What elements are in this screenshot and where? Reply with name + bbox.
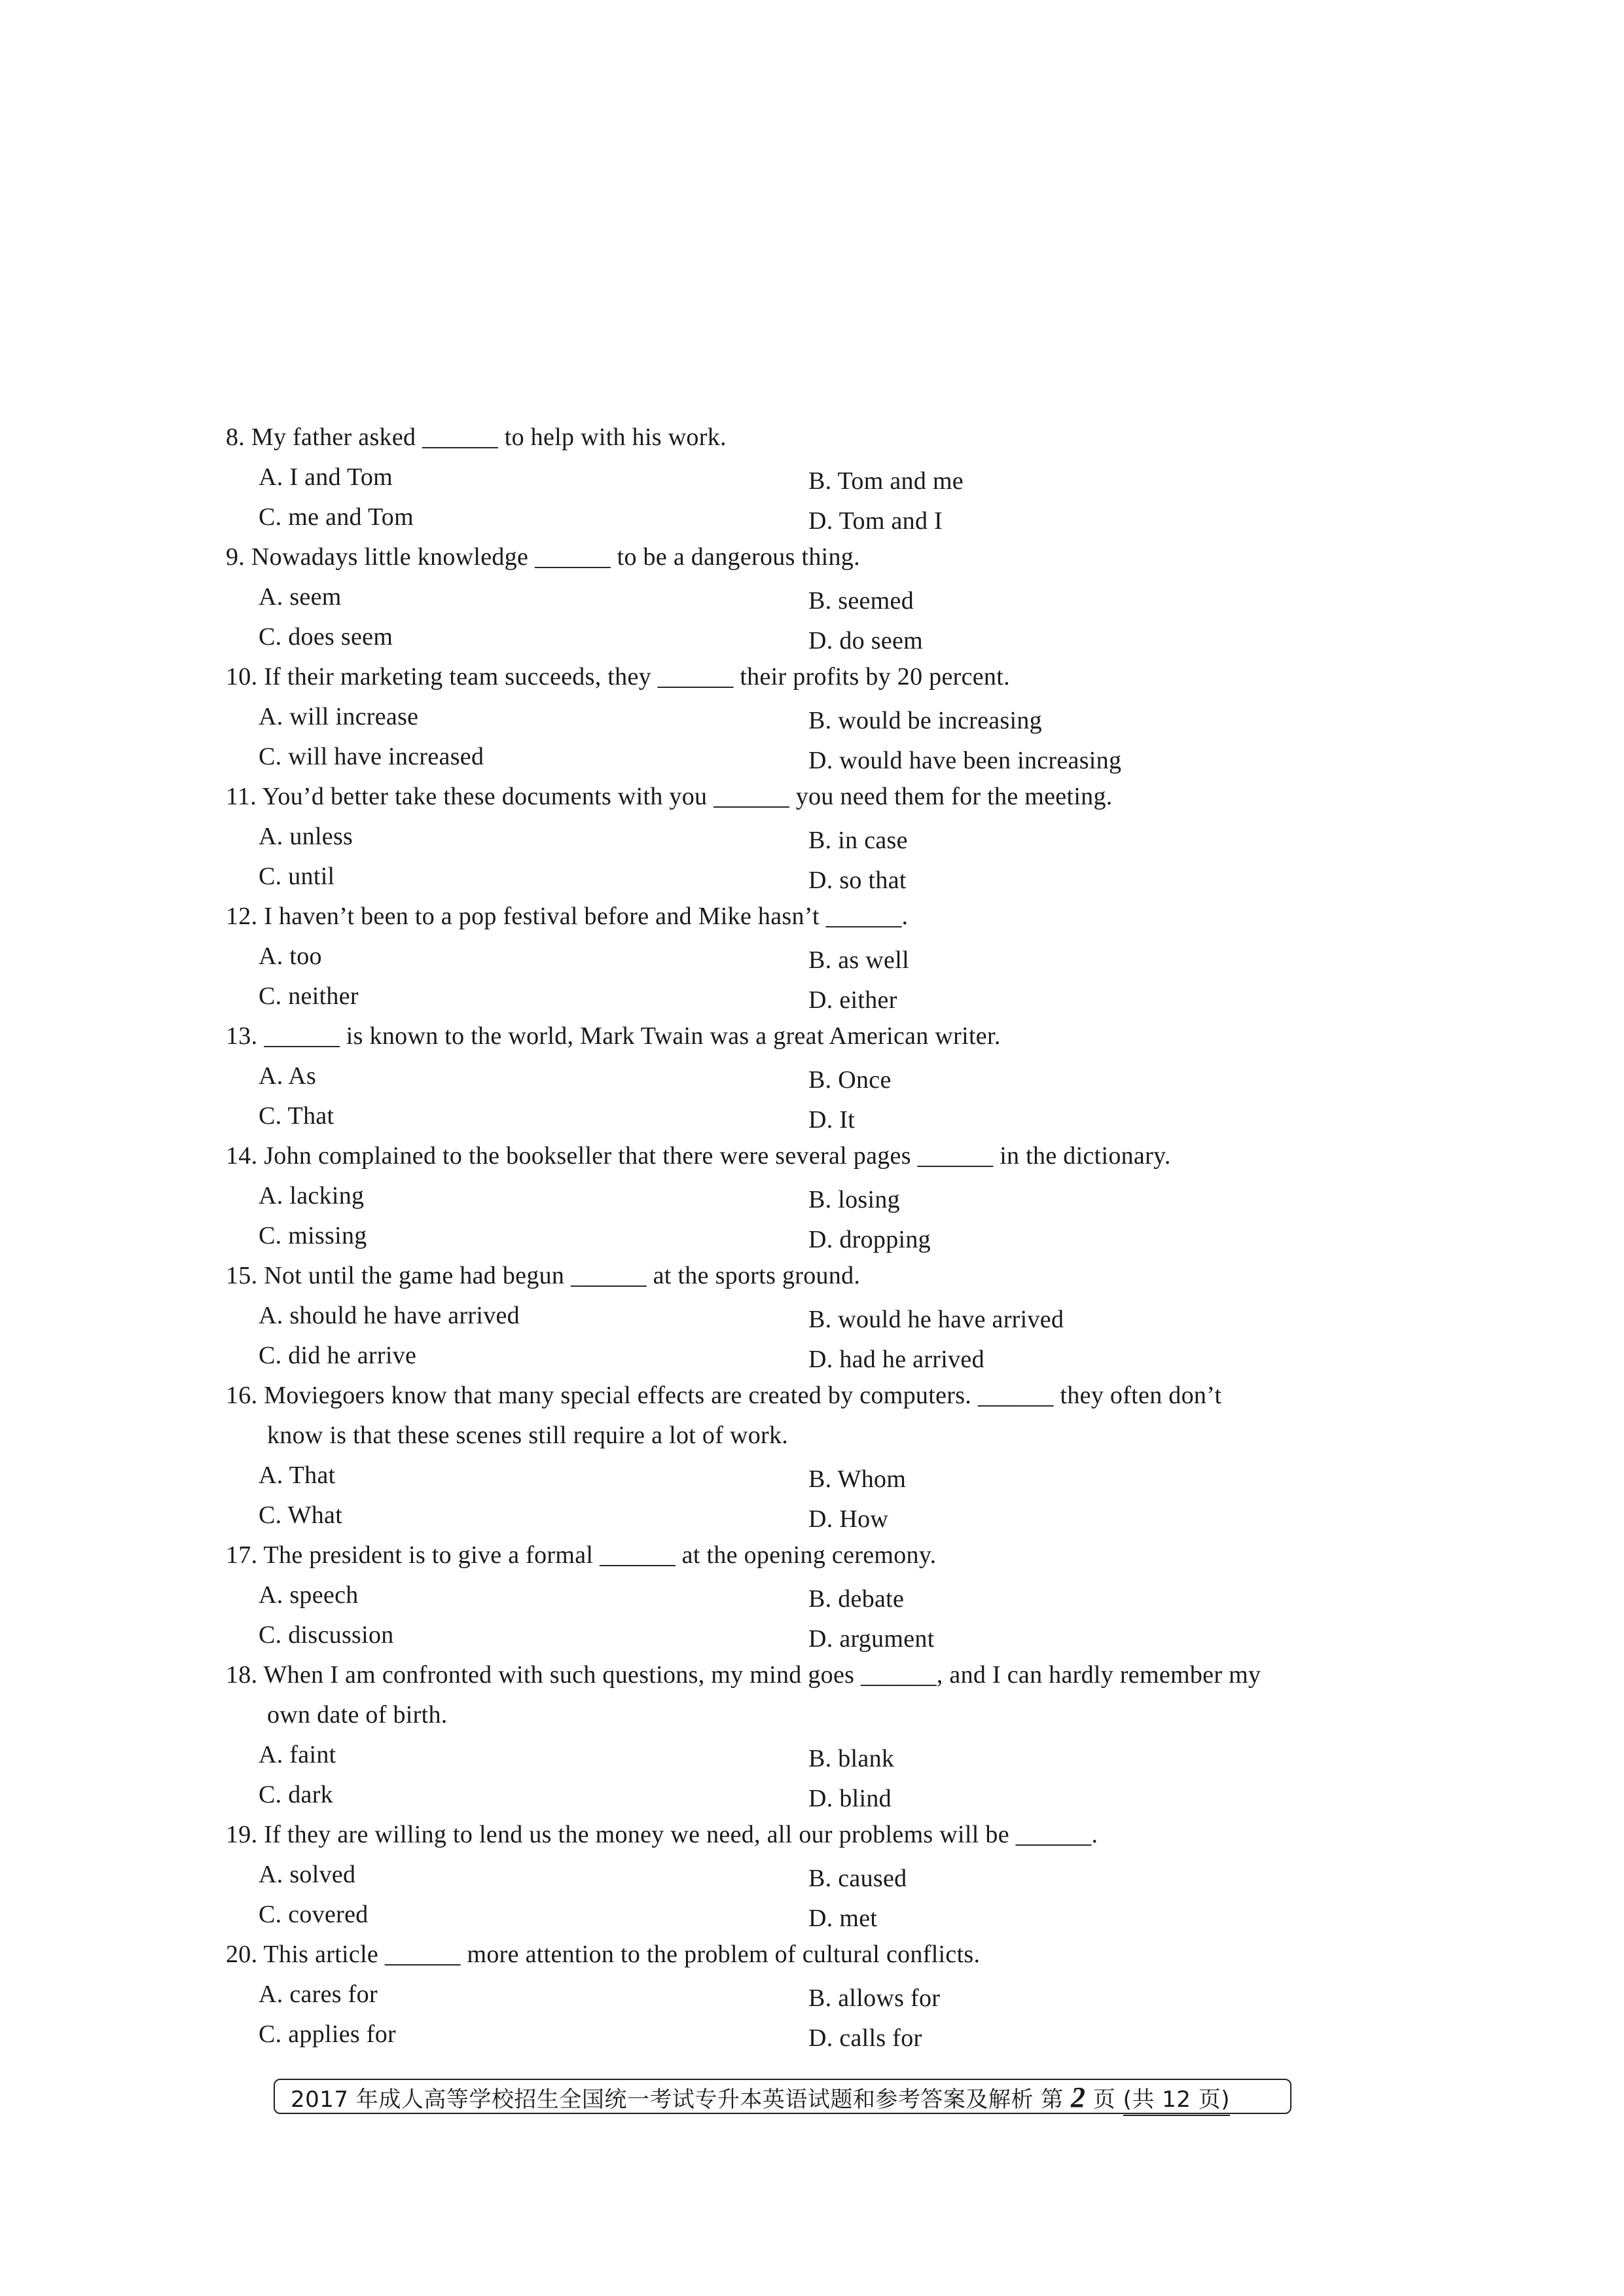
question-stem-text: 13. ______ is known to the world, Mark Twain was a great American writer. — [226, 1022, 1001, 1050]
question-stem — [226, 1376, 1352, 1456]
question-stem — [226, 418, 1352, 457]
answer-options — [226, 577, 1352, 657]
answer-option: C. will have increased — [259, 743, 484, 770]
question-stem — [226, 1016, 1352, 1056]
answer-option: B. allows for — [808, 1984, 941, 2012]
answer-option: A. faint — [259, 1741, 336, 1768]
question-item — [226, 537, 1352, 657]
answer-option: D. It — [808, 1106, 856, 1134]
answer-option: A. too — [259, 942, 322, 970]
question-stem-continuation: own date of birth. — [267, 1701, 448, 1729]
footer-total-pages: (共 12 页) — [1123, 2085, 1230, 2116]
question-stem — [226, 897, 1352, 937]
answer-option: A. As — [259, 1062, 317, 1090]
answer-option: D. How — [808, 1505, 889, 1533]
question-item — [226, 1256, 1352, 1376]
question-stem — [226, 1535, 1352, 1575]
question-item — [226, 1016, 1352, 1136]
footer-page-number: 2 — [1070, 2081, 1086, 2113]
answer-option: D. would have been increasing — [808, 747, 1122, 774]
answer-option: D. either — [808, 986, 897, 1014]
question-stem-text: 12. I haven’t been to a pop festival before and Mike hasn’t ______. — [226, 903, 909, 930]
answer-option: B. as well — [808, 946, 909, 974]
question-stem-text: 8. My father asked ______ to help with his work. — [226, 423, 727, 451]
answer-option: D. met — [808, 1905, 878, 1932]
answer-option: A. cares for — [259, 1981, 378, 2008]
question-stem-text: 16. Moviegoers know that many special effects are created by computers. ______ they often don’t — [226, 1382, 1222, 1409]
answer-option: A. should he have arrived — [259, 1302, 520, 1329]
answer-option: C. What — [259, 1501, 343, 1529]
answer-options — [226, 1975, 1352, 2054]
answer-option: D. so that — [808, 867, 907, 894]
answer-option: D. argument — [808, 1625, 935, 1653]
answer-options — [226, 1296, 1352, 1376]
answer-option: D. had he arrived — [808, 1346, 984, 1373]
answer-option: D. blind — [808, 1785, 892, 1812]
question-stem-text: 11. You’d better take these documents with you ______ you need them for the meeting. — [226, 783, 1113, 810]
question-stem — [226, 1935, 1352, 1975]
question-stem — [226, 777, 1352, 817]
question-list — [226, 418, 1352, 2054]
answer-option: B. caused — [808, 1865, 907, 1892]
question-stem-text: 19. If they are willing to lend us the money we need, all our problems will be ______. — [226, 1821, 1098, 1848]
answer-option: C. missing — [259, 1222, 367, 1249]
answer-option: B. would be increasing — [808, 707, 1042, 734]
question-stem-text: 17. The president is to give a formal ______ at the opening ceremony. — [226, 1541, 937, 1569]
question-stem-text: 14. John complained to the bookseller that there were several pages ______ in the dictionary. — [226, 1142, 1171, 1170]
question-stem — [226, 1256, 1352, 1296]
answer-option: C. discussion — [259, 1621, 394, 1649]
answer-option: A. I and Tom — [259, 463, 393, 491]
question-item — [226, 1535, 1352, 1655]
answer-option: A. speech — [259, 1581, 359, 1609]
footer-page-suffix: 页 — [1092, 2087, 1116, 2113]
answer-option: A. lacking — [259, 1182, 365, 1210]
answer-options — [226, 457, 1352, 537]
answer-option: A. That — [259, 1462, 336, 1489]
answer-option: B. Tom and me — [808, 467, 964, 495]
answer-option: C. applies for — [259, 2020, 396, 2048]
answer-options — [226, 1855, 1352, 1935]
answer-option: B. blank — [808, 1745, 895, 1772]
answer-option: D. dropping — [808, 1226, 931, 1253]
answer-options — [226, 1456, 1352, 1535]
answer-option: B. seemed — [808, 587, 914, 615]
question-stem — [226, 1655, 1352, 1735]
page-footer — [274, 2079, 1291, 2114]
question-stem-text: 10. If their marketing team succeeds, they ______ their profits by 20 percent. — [226, 663, 1010, 691]
answer-option: B. Whom — [808, 1465, 907, 1493]
answer-option: B. debate — [808, 1585, 905, 1613]
answer-option: C. That — [259, 1102, 334, 1130]
answer-option: D. do seem — [808, 627, 924, 655]
question-stem — [226, 537, 1352, 577]
question-stem — [226, 657, 1352, 697]
answer-option: A. solved — [259, 1861, 356, 1888]
answer-options — [226, 1176, 1352, 1256]
answer-options — [226, 697, 1352, 777]
question-item — [226, 1655, 1352, 1815]
question-item — [226, 1376, 1352, 1535]
answer-option: C. me and Tom — [259, 503, 414, 531]
answer-option: D. Tom and I — [808, 507, 943, 535]
answer-option: B. Once — [808, 1066, 892, 1094]
answer-option: C. neither — [259, 982, 359, 1010]
question-stem-text: 9. Nowadays little knowledge ______ to be a dangerous thing. — [226, 543, 860, 571]
question-stem-text: 18. When I am confronted with such questions, my mind goes ______, and I can hardly remember my — [226, 1661, 1261, 1689]
question-item — [226, 1136, 1352, 1256]
question-stem-text: 15. Not until the game had begun ______ at the sports ground. — [226, 1262, 861, 1289]
answer-option: B. losing — [808, 1186, 900, 1213]
answer-option: A. will increase — [259, 703, 419, 730]
answer-option: B. would he have arrived — [808, 1306, 1064, 1333]
question-item — [226, 1815, 1352, 1935]
answer-options — [226, 1056, 1352, 1136]
question-item — [226, 1935, 1352, 2054]
question-stem-continuation: know is that these scenes still require a lot of work. — [267, 1422, 789, 1449]
answer-option: C. did he arrive — [259, 1342, 417, 1369]
question-stem-text: 20. This article ______ more attention to the problem of cultural conflicts. — [226, 1941, 981, 1968]
answer-option: A. seem — [259, 583, 342, 611]
answer-option: A. unless — [259, 823, 353, 850]
answer-option: C. dark — [259, 1781, 333, 1808]
question-item — [226, 657, 1352, 777]
answer-option: D. calls for — [808, 2024, 922, 2052]
question-stem — [226, 1136, 1352, 1176]
footer-title: 2017 年成人高等学校招生全国统一考试专升本英语试题和参考答案及解析 — [291, 2087, 1034, 2113]
question-item — [226, 418, 1352, 537]
question-stem — [226, 1815, 1352, 1855]
answer-option: C. does seem — [259, 623, 393, 651]
question-item — [226, 897, 1352, 1016]
answer-options — [226, 1575, 1352, 1655]
answer-options — [226, 1735, 1352, 1815]
answer-options — [226, 817, 1352, 897]
answer-option: C. covered — [259, 1901, 369, 1928]
answer-option: B. in case — [808, 827, 908, 854]
answer-option: C. until — [259, 863, 335, 890]
question-item — [226, 777, 1352, 897]
footer-page-prefix: 第 — [1041, 2087, 1064, 2113]
answer-options — [226, 937, 1352, 1016]
